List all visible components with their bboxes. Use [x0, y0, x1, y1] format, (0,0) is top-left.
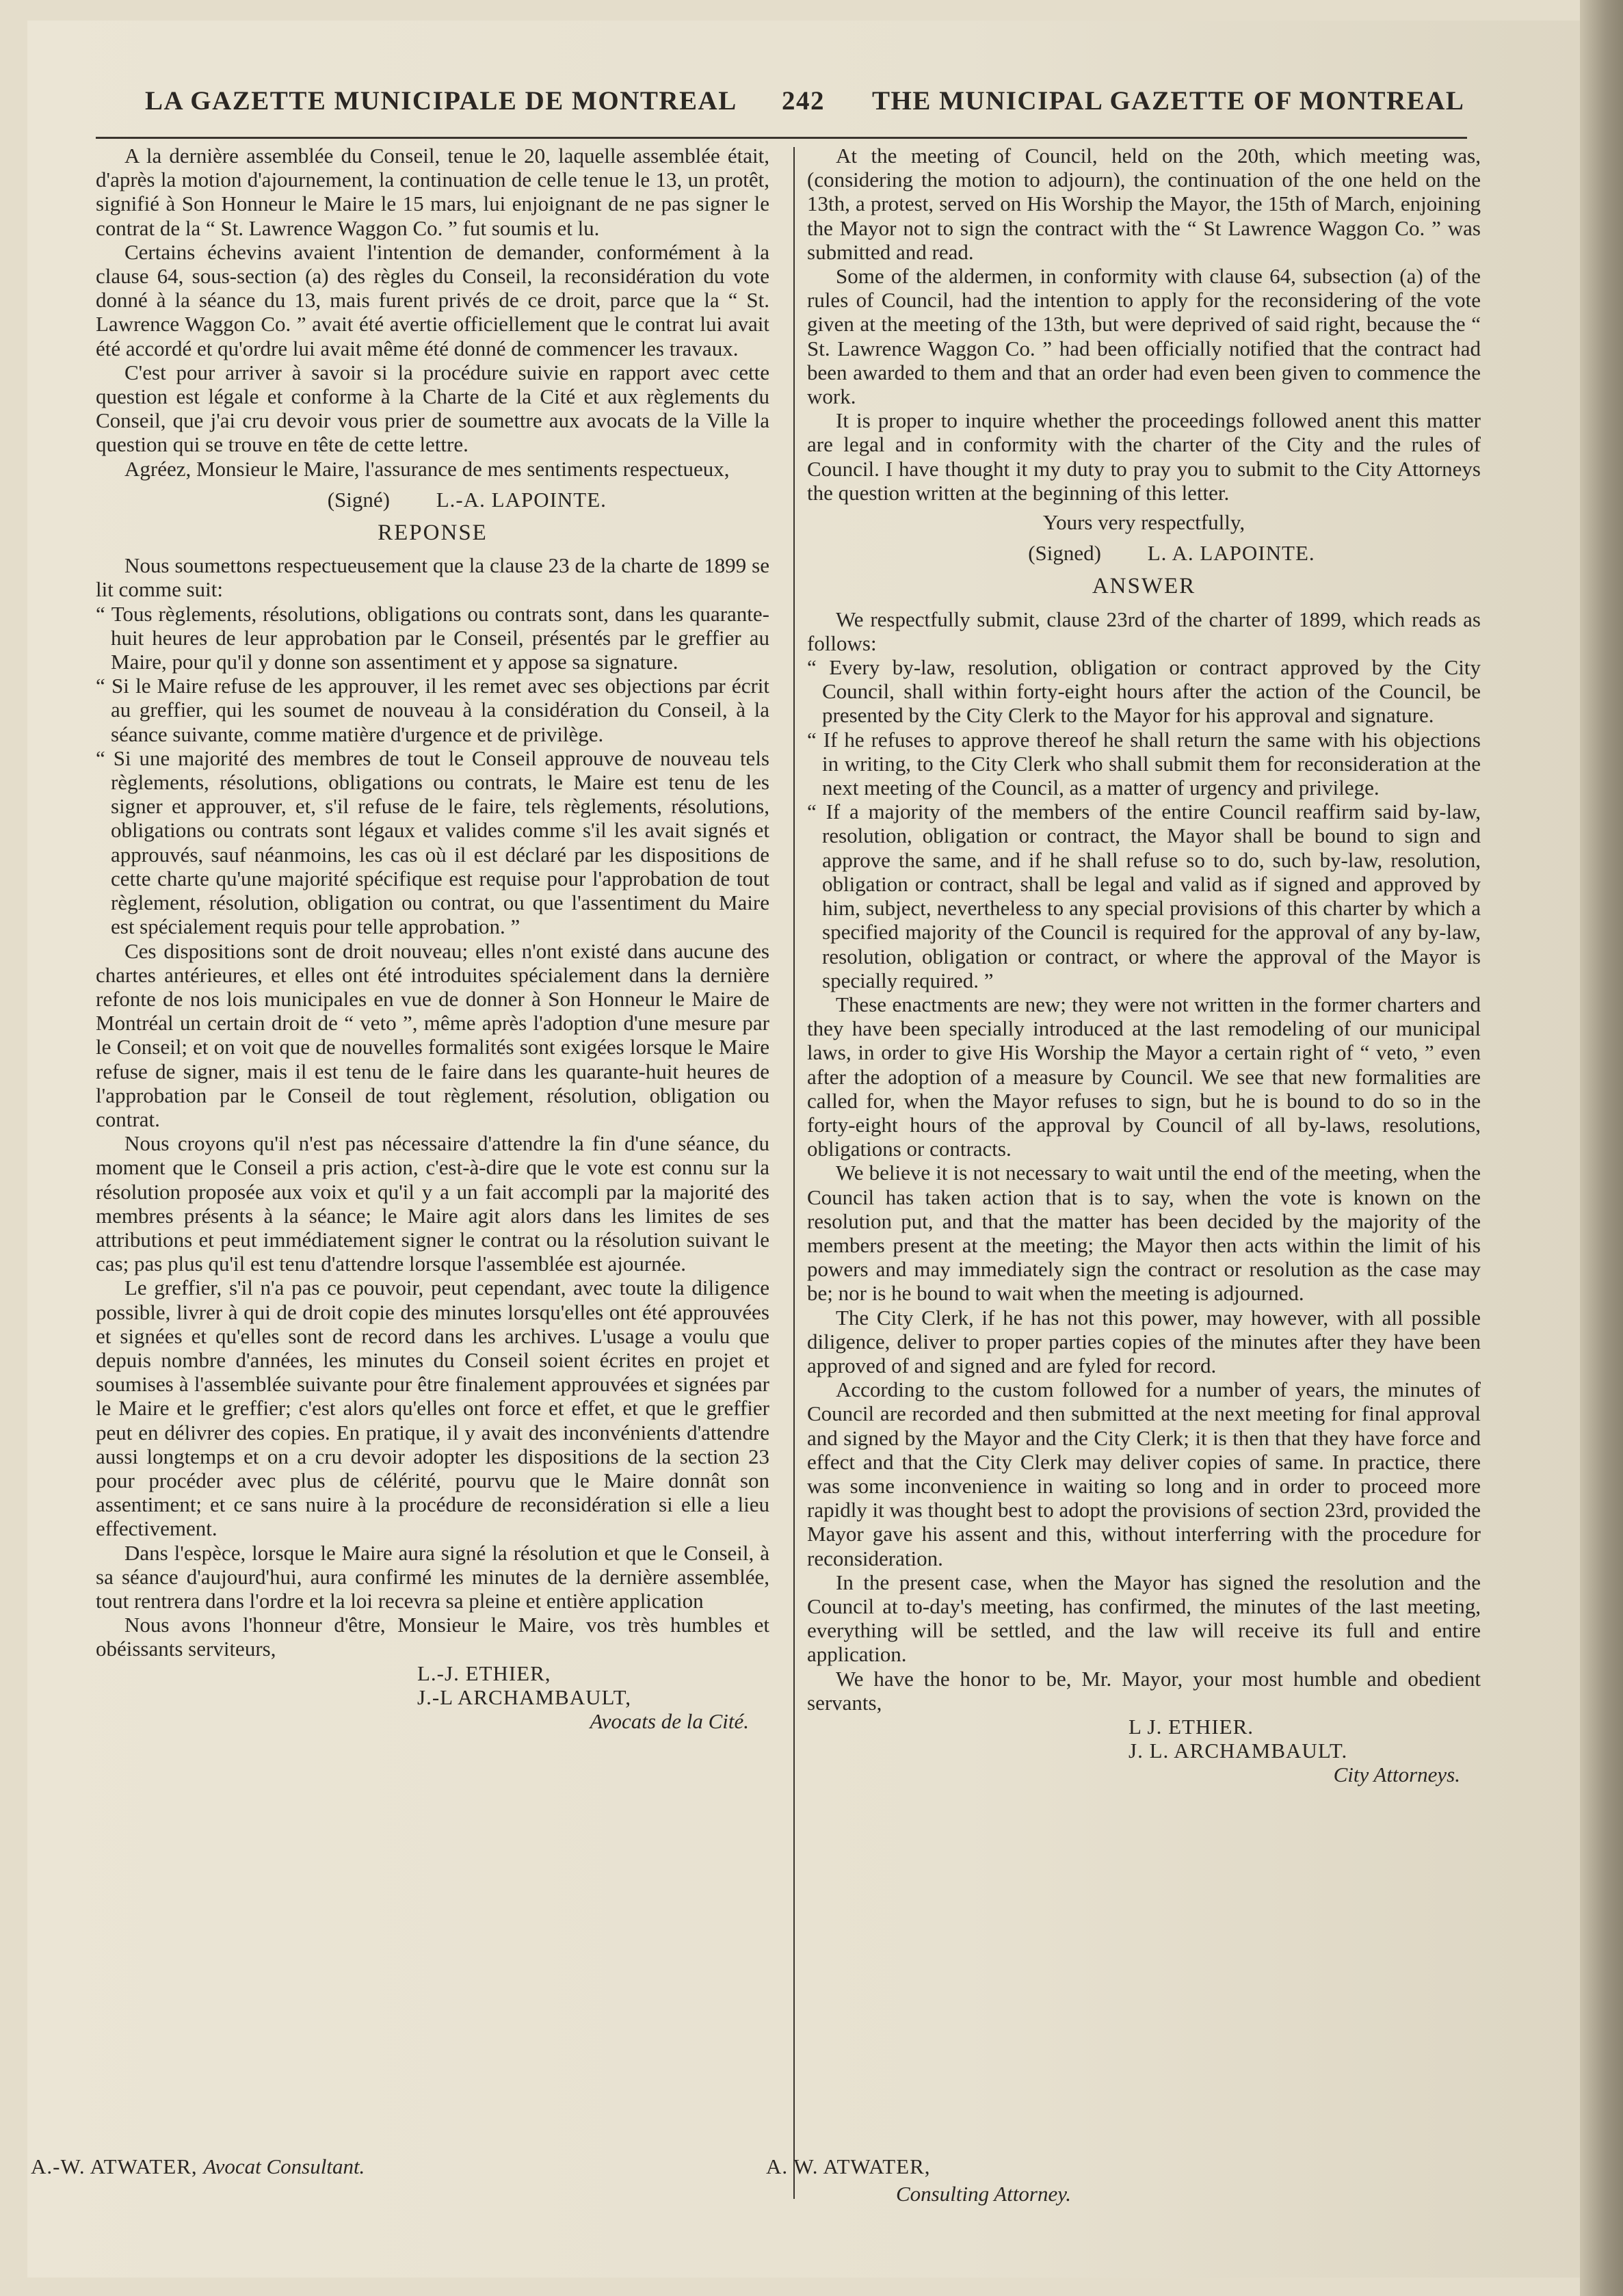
en-answer-paragraph: The City Clerk, if he has not this power, may however, with all possible diligence, deliver to proper parties copies of the minutes after they have been approved of and signed and are fyled for record. [807, 1305, 1481, 1377]
fr-answer-intro: Nous soumettons respectueusement que la clause 23 de la charte de 1899 se lit comme suit: [96, 553, 769, 602]
en-signed-label: (Signed) [1028, 541, 1101, 566]
fr-charter-quote: “ Tous règlements, résolutions, obligations ou contrats sont, dans les quarante-huit heures de leur approbation par le Conseil, présentés par le greffier au Maire, pour qu'il y donne son assentiment et y appose sa signature. [96, 602, 769, 674]
page-number: 242 [782, 86, 825, 116]
en-letter-paragraph: Some of the aldermen, in conformity with clause 64, subsection (a) of the rules of Council, had the intention to apply for the reconsidering of the vote given at the meeting of the 13th, but were deprived of said right, because the “ St. Lawrence Waggon Co. ” had been officially notified that the contract had been awarded to them and that an order had even been given to commence the work. [807, 264, 1481, 409]
en-signature-line [807, 541, 1481, 565]
en-answer-paragraph: We believe it is not necessary to wait until the end of the meeting, when the Council has taken action that is to say, when the vote is known on the resolution put, and that the matter has been decided by the majority of the members present at the meeting; the Mayor then acts within the limit of his powers and may immediately sign the contract or resolution as the case may be; nor is he bound to wait when the meeting is adjourned. [807, 1161, 1481, 1306]
fr-signatory-role: Avocats de la Cité. [590, 1709, 749, 1733]
en-answer-heading: ANSWER [1092, 574, 1196, 599]
en-answer-paragraph: In the present case, when the Mayor has signed the resolution and the Council at to-day's meeting, has confirmed, the minutes of the last meeting, everything will be settled, and the law will receive its full and entire application. [807, 1570, 1481, 1667]
column-divider [793, 147, 795, 2199]
english-column [807, 144, 1481, 1787]
en-letter-paragraph: It is proper to inquire whether the proceedings followed anent this matter are legal and in conformity with the charter of the City and the rules of Council. I have thought it my duty to pray you to submit to the City Attorneys the question written at the beginning of this letter. [807, 408, 1481, 505]
fr-letter-paragraph: A la dernière assemblée du Conseil, tenue le 20, laquelle assemblée était, d'après la motion d'ajournement, la continuation de celle tenue le 13, un protêt, signifié à Son Honneur le Maire le 15 mars, lui enjoignant de ne pas signer le contrat de la “ St. Lawrence Waggon Co. ” fut soumis et lu. [96, 144, 769, 240]
en-consultant-role: Consulting Attorney. [896, 2182, 1072, 2206]
fr-signatory-ethier: L.-J. ETHIER, [417, 1661, 551, 1685]
en-signer-name: L. A. LAPOINTE. [1147, 541, 1315, 566]
en-answer-paragraph: According to the custom followed for a number of years, the minutes of Council are recorded and then submitted at the next meeting for final approval and signed by the Mayor and the City Clerk; it is then that they have force and effect and that the City Clerk may deliver copies of same. In practice, there was some inconvenience in waiting so long and in order to proceed more rapidly it was thought best to adopt the provisions of section 23rd, provided the Mayor gave his assent and this, without interferring with the procedure for reconsideration. [807, 1377, 1481, 1570]
fr-consultant [31, 2154, 365, 2179]
fr-signed-label: (Signé) [327, 487, 390, 512]
fr-answer-paragraph: Le greffier, s'il n'a pas ce pouvoir, peut cependant, avec toute la diligence possible, livrer à qui de droit copie des minutes lorsqu'elles ont été approuvées et signées et qu'elles sont de record dans les archives. L'usage a voulu que depuis nombre d'années, les minutes du Conseil soient écrites en projet et soumises à l'assemblée suivante pour être finalement approuvées et signées par le Maire et le greffier; c'est alors qu'elles ont force et effet, et que le greffier peut en délivrer des copies. En pratique, il y avait des inconvénients d'attendre aussi longtemps et on a cru devoir adopter les dispositions de la section 23 pour procéder avec plus de célérité, pourvu que le Maire donnât son assentiment; et ce sans nuire à la procédure de reconsidération si elle a lieu effectivement. [96, 1276, 769, 1541]
en-signatory-ethier: L J. ETHIER. [1129, 1715, 1254, 1739]
en-signatory-archambault: J. L. ARCHAMBAULT. [1129, 1739, 1348, 1763]
fr-charter-quote: “ Si le Maire refuse de les approuver, il les remet avec ses objections par écrit au greffier, qui les soumet de nouveau à la considération du Conseil, à la séance suivante, comme matière d'urgence et de privilège. [96, 674, 769, 746]
en-signatory-role: City Attorneys. [1333, 1763, 1460, 1787]
en-charter-quote: “ If a majority of the members of the entire Council reaffirm said by-law, resolution, obligation or contract, the Mayor shall be bound to sign and approve the same, and if he shall refuse so to do, such by-law, resolution, obligation or contract, shall be legal and valid as if signed and approved by him, subject, nevertheless to any special provisions of this charter by which a specified majority of the Council is required for the approval of any by-law, resolution, obligation or contract, or where the approval of the Mayor is specially required. ” [807, 800, 1481, 992]
fr-signatory-archambault: J.-L ARCHAMBAULT, [417, 1685, 631, 1709]
en-letter-paragraph: At the meeting of Council, held on the 20th, which meeting was, (considering the motion to adjourn), the continuation of the one held on the 13th, a protest, served on His Worship the Mayor, the 15th of March, enjoining the Mayor not to sign the contract with the “ St Lawrence Waggon Co. ” was submitted and read. [807, 144, 1481, 264]
en-consultant [766, 2154, 931, 2179]
french-column [96, 144, 769, 1733]
french-running-title: LA GAZETTE MUNICIPALE DE MONTREAL [145, 86, 737, 116]
en-charter-quote: “ Every by-law, resolution, obligation or contract approved by the City Council, shall within forty-eight hours after the action of the Council, be presented by the City Clerk to the Mayor for his approval and signature. [807, 655, 1481, 728]
en-answer-paragraph: These enactments are new; they were not written in the former charters and they have been specially introduced at the last remodeling of our municipal laws, in order to give His Worship the Mayor a certain right of “ veto, ” even after the adoption of a measure by Council. We see that new formalities are called for, when the Mayor refuses to sign, but he is bound to do so in the forty-eight hours of the approval by Council of all by-laws, resolutions, obligations or contracts. [807, 992, 1481, 1161]
en-answer-paragraph: We have the honor to be, Mr. Mayor, your most humble and obedient servants, [807, 1666, 1481, 1715]
fr-letter-paragraph: C'est pour arriver à savoir si la procédure suivie en rapport avec cette question est légale et conforme à la Charte de la Cité et aux règlements du Conseil, que j'ai cru devoir vous prier de soumettre aux avocats de la Ville la question qui se trouve en tête de cette lettre. [96, 360, 769, 457]
fr-answer-paragraph: Ces dispositions sont de droit nouveau; elles n'ont existé dans aucune des chartes antérieures, et elles ont été introduites spécialement dans la dernière refonte de nos lois municipales en vue de donner à Son Honneur le Maire de Montréal un certain droit de “ veto ”, même après l'adoption d'une mesure par le Conseil; et on voit que de nouvelles formalités sont exigées lorsque le Maire refuse de signer, mais il est tenu de le faire dans les quarante-huit heures de l'approbation par le Conseil de tout règlement, résolution, obligation ou contrat. [96, 938, 769, 1131]
header-rule [96, 137, 1467, 139]
en-consultant-name: A. W. ATWATER, [766, 2154, 931, 2178]
fr-answer-paragraph: Nous croyons qu'il n'est pas nécessaire d'attendre la fin d'une séance, du moment que le Conseil a pris action, c'est-à-dire que le vote est connu sur la résolution proposée aux voix et qu'il y a un fait accompli par la majorité des membres présents à la séance; le Maire agit alors dans les limites de ses attributions et peut immédiatement signer le contrat ou la résolution suivant le cas; pas plus qu'il est tenu d'attendre lorsque l'assemblée est ajournée. [96, 1131, 769, 1276]
fr-letter-paragraph: Agréez, Monsieur le Maire, l'assurance de mes sentiments respectueux, [124, 456, 730, 481]
fr-signer-name: L.-A. LAPOINTE. [436, 487, 607, 512]
en-answer-intro: We respectfully submit, clause 23rd of the charter of 1899, which reads as follows: [807, 607, 1481, 655]
book-spine-shadow [1580, 0, 1623, 2296]
fr-consultant-name: A.-W. ATWATER, [31, 2154, 198, 2178]
english-running-title: THE MUNICIPAL GAZETTE OF MONTREAL [872, 86, 1465, 116]
fr-answer-heading: REPONSE [378, 520, 488, 546]
fr-answer-paragraph: Dans l'espèce, lorsque le Maire aura signé la résolution et que le Conseil, à sa séance d'aujourd'hui, aura confirmé les minutes de la dernière assemblée, tout rentrera dans l'ordre et la loi recevra sa pleine et entière application [96, 1540, 769, 1613]
fr-answer-paragraph: Nous avons l'honneur d'être, Monsieur le Maire, vos très humbles et obéissants serviteurs, [96, 1613, 769, 1661]
fr-letter-paragraph: Certains échevins avaient l'intention de demander, conformément à la clause 64, sous-section (a) des règles du Conseil, la reconsidération du vote donné à la séance du 13, mais furent privés de ce droit, parce que la “ St. Lawrence Waggon Co. ” avait été avertie officiellement que le contrat lui avait été accordé et qu'ordre lui avait même été donné de commencer les travaux. [96, 239, 769, 360]
fr-charter-quote: “ Si une majorité des membres de tout le Conseil approuve de nouveau tels règlements, résolutions, obligations ou contrats, le Maire est tenu de les signer et approuver, et, s'il refuse de le faire, tels règlements, résolutions, obligations ou contrats sont légaux et valides comme s'il les avait signés et approuvés, sauf néanmoins, les cas où il est déclaré par les dispositions de cette charte qu'une majorité spécifique est requise pour l'approbation de tout règlement, résolution, obligation ou contrat, ou que l'assentiment du Maire est spécialement requis pour telle approbation. ” [96, 746, 769, 939]
fr-signature-line [96, 488, 769, 512]
fr-consultant-role: Avocat Consultant. [203, 2154, 365, 2178]
en-closing: Yours very respectfully, [1042, 510, 1245, 535]
en-charter-quote: “ If he refuses to approve thereof he shall return the same with his objections in writing, to the City Clerk who shall submit them for reconsideration at the next meeting of the Council, as a matter of urgency and privilege. [807, 728, 1481, 800]
